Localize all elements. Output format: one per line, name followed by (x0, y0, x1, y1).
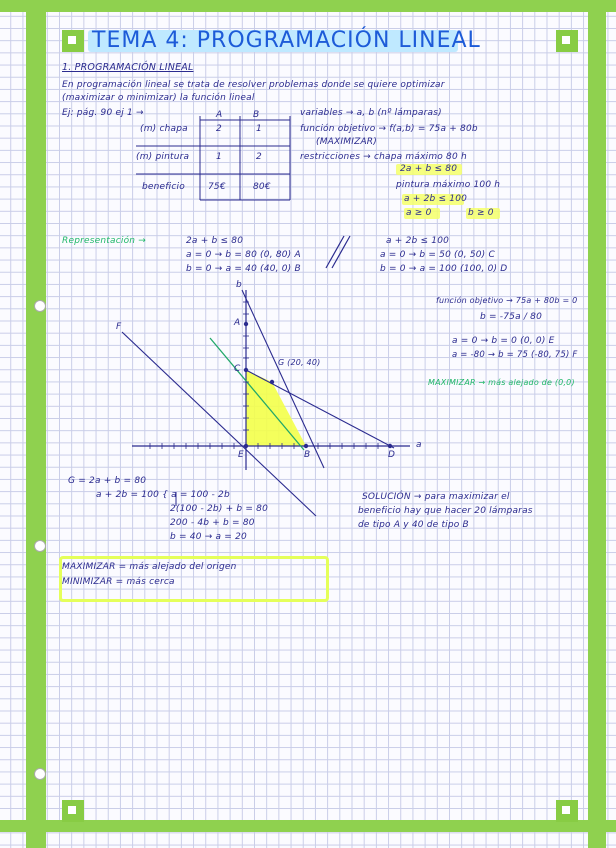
table-cell: 75€ (208, 182, 226, 192)
objective-text: función objetivo → f(a,b) = 75a + 80b (300, 124, 478, 134)
graph-label-f: F (116, 322, 122, 332)
restriction-2-label: pintura máximo 100 h (396, 180, 501, 190)
graph-label-e: E (238, 450, 244, 460)
solution-line-2: beneficio hay que hacer 20 lámparas (358, 506, 533, 516)
table-row-label: (m) chapa (140, 124, 188, 134)
graph-label-c: C (234, 364, 241, 374)
table-header-a: A (216, 110, 223, 120)
system-g: G = 2a + b = 80 (68, 476, 147, 486)
representation-label: Representación → (62, 236, 146, 246)
nonneg-b: b ≥ 0 (468, 208, 494, 218)
table-row-label: (m) pintura (136, 152, 190, 162)
objective-zero-line: función objetivo → 75a + 80b = 0 (436, 296, 578, 305)
exercise-reference: Ej: pág. 90 ej 1 → (62, 108, 144, 118)
system-line-2: 2(100 - 2b) + b = 80 (170, 504, 269, 514)
intro-line-1: En programación lineal se trata de resolver problemas donde se quiere optimizar (62, 80, 445, 90)
graph-label-a-axis: a (416, 440, 422, 450)
table-cell: 80€ (253, 182, 271, 192)
rule-minimize: MINIMIZAR = más cerca (62, 577, 175, 587)
table-row-label: beneficio (142, 182, 185, 192)
rep2-b-zero: b = 0 → a = 100 (100, 0) D (380, 264, 508, 274)
table-header-b: B (253, 110, 260, 120)
graph-label-b: B (304, 450, 311, 460)
rep2-a-zero: a = 0 → b = 50 (0, 50) C (380, 250, 495, 260)
maximize-note: MAXIMIZAR → más alejado de (0,0) (428, 378, 575, 387)
rep1-b-zero: b = 0 → a = 40 (40, 0) B (186, 264, 301, 274)
table-cell: 2 (256, 152, 262, 162)
graph-label-b-axis: b (236, 280, 242, 290)
rep2-equation: a + 2b ≤ 100 (386, 236, 450, 246)
table-cell: 1 (216, 152, 222, 162)
intro-line-2: (maximizar o minimizar) la función lineal (62, 93, 255, 103)
table-cell: 1 (256, 124, 262, 134)
graph-label-d: D (388, 450, 396, 460)
objective-b-formula: b = -75a / 80 (480, 312, 542, 322)
variables-text: variables → a, b (nº lámparas) (300, 108, 442, 118)
feasible-region (246, 370, 306, 446)
rule-maximize: MAXIMIZAR = más alejado del origen (62, 562, 237, 572)
graph-label-a: A (234, 318, 241, 328)
page-title: TEMA 4: PROGRAMACIÓN LINEAL (92, 28, 481, 53)
restriction-1: 2a + b ≤ 80 (400, 164, 458, 174)
restrictions-text: restricciones → chapa máximo 80 h (300, 152, 467, 162)
restriction-2: a + 2b ≤ 100 (404, 194, 468, 204)
graph-label-g: G (20, 40) (278, 358, 321, 367)
section-heading: 1. PROGRAMACIÓN LINEAL (62, 62, 194, 73)
rep1-equation: 2a + b ≤ 80 (186, 236, 244, 246)
objective-point-f: a = -80 → b = 75 (-80, 75) F (452, 350, 578, 360)
objective-mode: (MAXIMIZAR) (316, 137, 377, 147)
system-line-3: 200 - 4b + b = 80 (170, 518, 255, 528)
solution-line-1: SOLUCIÓN → para maximizar el (362, 492, 510, 502)
table-cell: 2 (216, 124, 222, 134)
rep1-a-zero: a = 0 → b = 80 (0, 80) A (186, 250, 301, 260)
system-line-4: b = 40 → a = 20 (170, 532, 247, 542)
nonneg-a: a ≥ 0 (406, 208, 432, 218)
solution-line-3: de tipo A y 40 de tipo B (358, 520, 469, 530)
system-line-1: a + 2b = 100 { a = 100 - 2b (96, 490, 230, 500)
objective-point-e: a = 0 → b = 0 (0, 0) E (452, 336, 555, 346)
